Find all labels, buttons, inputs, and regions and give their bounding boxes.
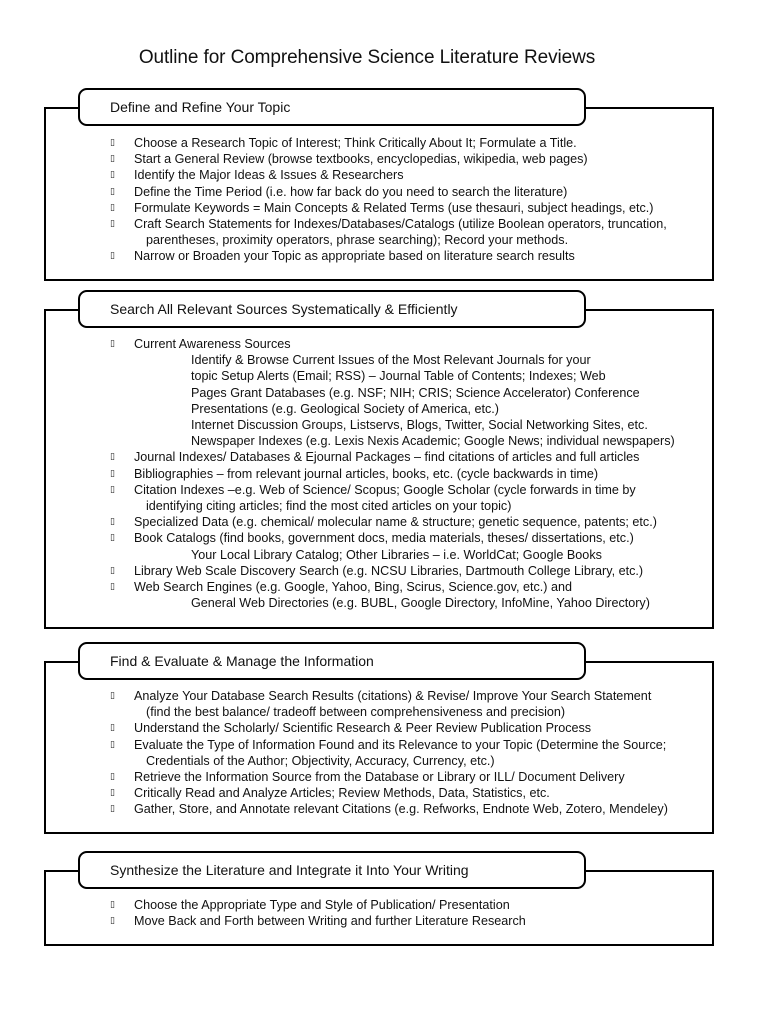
- bullet-icon: ▯: [110, 691, 115, 701]
- sub-item-text: Identify & Browse Current Issues of the Most Relevant Journals for your: [191, 353, 591, 368]
- list-item: [110, 466, 710, 482]
- bullet-icon: ▯: [110, 517, 115, 528]
- item-text-continued: Credentials of the Author; Objectivity, Accuracy, Currency, etc.): [146, 753, 495, 768]
- sub-item-text: Newspaper Indexes (e.g. Lexis Nexis Academic; Google News; individual newspapers): [191, 434, 675, 449]
- section-heading: Define and Refine Your Topic: [78, 88, 586, 126]
- item-text: Formulate Keywords = Main Concepts & Related Terms (use thesauri, subject headings, etc.): [134, 200, 654, 215]
- list-item: [110, 688, 710, 720]
- bullet-icon: ▯: [110, 804, 115, 815]
- bullet-icon: ▯: [110, 484, 115, 495]
- item-text: Book Catalogs (find books, government docs, media materials, theses/ dissertations, etc.): [134, 531, 634, 546]
- item-text-continued: identifying citing articles; find the most cited articles on your topic): [146, 499, 512, 514]
- list-item: [110, 563, 710, 579]
- list-item: [110, 167, 710, 183]
- bullet-icon: ▯: [110, 900, 115, 910]
- sub-item-text: Internet Discussion Groups, Listservs, Blogs, Twitter, Social Networking Sites, etc.: [191, 418, 648, 433]
- bullet-icon: ▯: [110, 202, 115, 213]
- bullet-icon: ▯: [110, 219, 115, 230]
- section-heading: Synthesize the Literature and Integrate it Into Your Writing: [78, 851, 586, 889]
- bullet-icon: ▯: [110, 186, 115, 197]
- item-text: Analyze Your Database Search Results (citations) & Revise/ Improve Your Search Statement: [134, 689, 652, 703]
- item-list: [110, 135, 710, 265]
- section-synthesize: [44, 851, 714, 946]
- item-text-continued: parentheses, proximity operators, phrase searching); Record your methods.: [146, 233, 569, 248]
- bullet-icon: ▯: [110, 739, 115, 750]
- item-list: [110, 336, 710, 611]
- bullet-icon: ▯: [110, 251, 115, 262]
- list-item: [110, 737, 710, 769]
- bullet-icon: ▯: [110, 788, 115, 799]
- item-text: Define the Time Period (i.e. how far back do you need to search the literature): [134, 184, 568, 199]
- item-text: Retrieve the Information Source from the Database or Library or ILL/ Document Delivery: [134, 770, 625, 785]
- item-text: Evaluate the Type of Information Found and its Relevance to your Topic (Determine the Source;: [134, 737, 667, 752]
- item-text: Citation Indexes –e.g. Web of Science/ Scopus; Google Scholar (cycle forwards in time by: [134, 482, 636, 497]
- item-text: Identify the Major Ideas & Issues & Researchers: [134, 168, 404, 183]
- list-item: [110, 336, 710, 449]
- item-list: [110, 897, 710, 929]
- bullet-icon: ▯: [110, 468, 115, 479]
- bullet-icon: ▯: [110, 170, 115, 181]
- bullet-icon: ▯: [110, 154, 115, 165]
- item-text: Library Web Scale Discovery Search (e.g. NCSU Libraries, Dartmouth College Library, etc.): [134, 563, 644, 578]
- item-text: Specialized Data (e.g. chemical/ molecular name & structure; genetic sequence, patents; etc.): [134, 515, 657, 530]
- list-item: [110, 913, 710, 929]
- bullet-icon: ▯: [110, 772, 115, 783]
- item-text: Choose a Research Topic of Interest; Think Critically About It; Formulate a Title.: [134, 136, 577, 150]
- section-search-sources: [44, 290, 714, 629]
- section-define-topic: [44, 88, 714, 281]
- list-item: [110, 135, 710, 151]
- item-text: Move Back and Forth between Writing and further Literature Research: [134, 914, 526, 929]
- list-item: [110, 482, 710, 514]
- bullet-icon: ▯: [110, 582, 115, 593]
- sub-item-text: General Web Directories (e.g. BUBL, Google Directory, InfoMine, Yahoo Directory): [191, 596, 650, 611]
- sub-item-text: Your Local Library Catalog; Other Libraries – i.e. WorldCat; Google Books: [191, 547, 602, 562]
- bullet-icon: ▯: [110, 916, 115, 927]
- item-text: Bibliographies – from relevant journal articles, books, etc. (cycle backwards in time): [134, 466, 599, 481]
- section-heading: Search All Relevant Sources Systematically & Efficiently: [78, 290, 586, 328]
- list-item: [110, 579, 710, 611]
- list-item: [110, 248, 710, 264]
- bullet-icon: ▯: [110, 138, 115, 148]
- sub-item-text: Presentations (e.g. Geological Society of America, etc.): [191, 401, 499, 416]
- sub-item-text: Pages Grant Databases (e.g. NSF; NIH; CRIS; Science Accelerator) Conference: [191, 385, 640, 400]
- item-text: Choose the Appropriate Type and Style of Publication/ Presentation: [134, 898, 510, 912]
- section-heading: Find & Evaluate & Manage the Information: [78, 642, 586, 680]
- list-item: [110, 216, 710, 248]
- item-list: [110, 688, 710, 818]
- item-text: Gather, Store, and Annotate relevant Citations (e.g. Refworks, Endnote Web, Zotero, Mendeley): [134, 802, 668, 817]
- list-item: [110, 514, 710, 530]
- list-item: [110, 769, 710, 785]
- list-item: [110, 720, 710, 736]
- bullet-icon: ▯: [110, 723, 115, 734]
- list-item: [110, 449, 710, 465]
- bullet-icon: ▯: [110, 533, 115, 544]
- item-text: Narrow or Broaden your Topic as appropriate based on literature search results: [134, 249, 575, 264]
- list-item: [110, 151, 710, 167]
- item-text: Understand the Scholarly/ Scientific Research & Peer Review Publication Process: [134, 721, 592, 736]
- page-title: Outline for Comprehensive Science Literature Reviews: [138, 47, 596, 68]
- item-text: Web Search Engines (e.g. Google, Yahoo, Bing, Scirus, Science.gov, etc.) and: [134, 580, 573, 595]
- item-text: Craft Search Statements for Indexes/Databases/Catalogs (utilize Boolean operators, truncation,: [134, 217, 667, 232]
- bullet-icon: ▯: [110, 565, 115, 576]
- sub-item-text: topic Setup Alerts (Email; RSS) – Journal Table of Contents; Indexes; Web: [191, 369, 606, 384]
- bullet-icon: ▯: [110, 339, 115, 349]
- item-text: Journal Indexes/ Databases & Ejournal Packages – find citations of articles and full articles: [134, 450, 640, 465]
- list-item: [110, 530, 710, 562]
- list-item: [110, 200, 710, 216]
- list-item: [110, 897, 710, 913]
- section-find-evaluate: [44, 642, 714, 834]
- item-text: Start a General Review (browse textbooks, encyclopedias, wikipedia, web pages): [134, 152, 588, 167]
- list-item: [110, 785, 710, 801]
- bullet-icon: ▯: [110, 452, 115, 463]
- item-text: Current Awareness Sources: [134, 337, 291, 351]
- item-text-continued: (find the best balance/ tradeoff between comprehensiveness and precision): [146, 705, 566, 720]
- item-text: Critically Read and Analyze Articles; Review Methods, Data, Statistics, etc.: [134, 786, 550, 801]
- list-item: [110, 801, 710, 817]
- list-item: [110, 184, 710, 200]
